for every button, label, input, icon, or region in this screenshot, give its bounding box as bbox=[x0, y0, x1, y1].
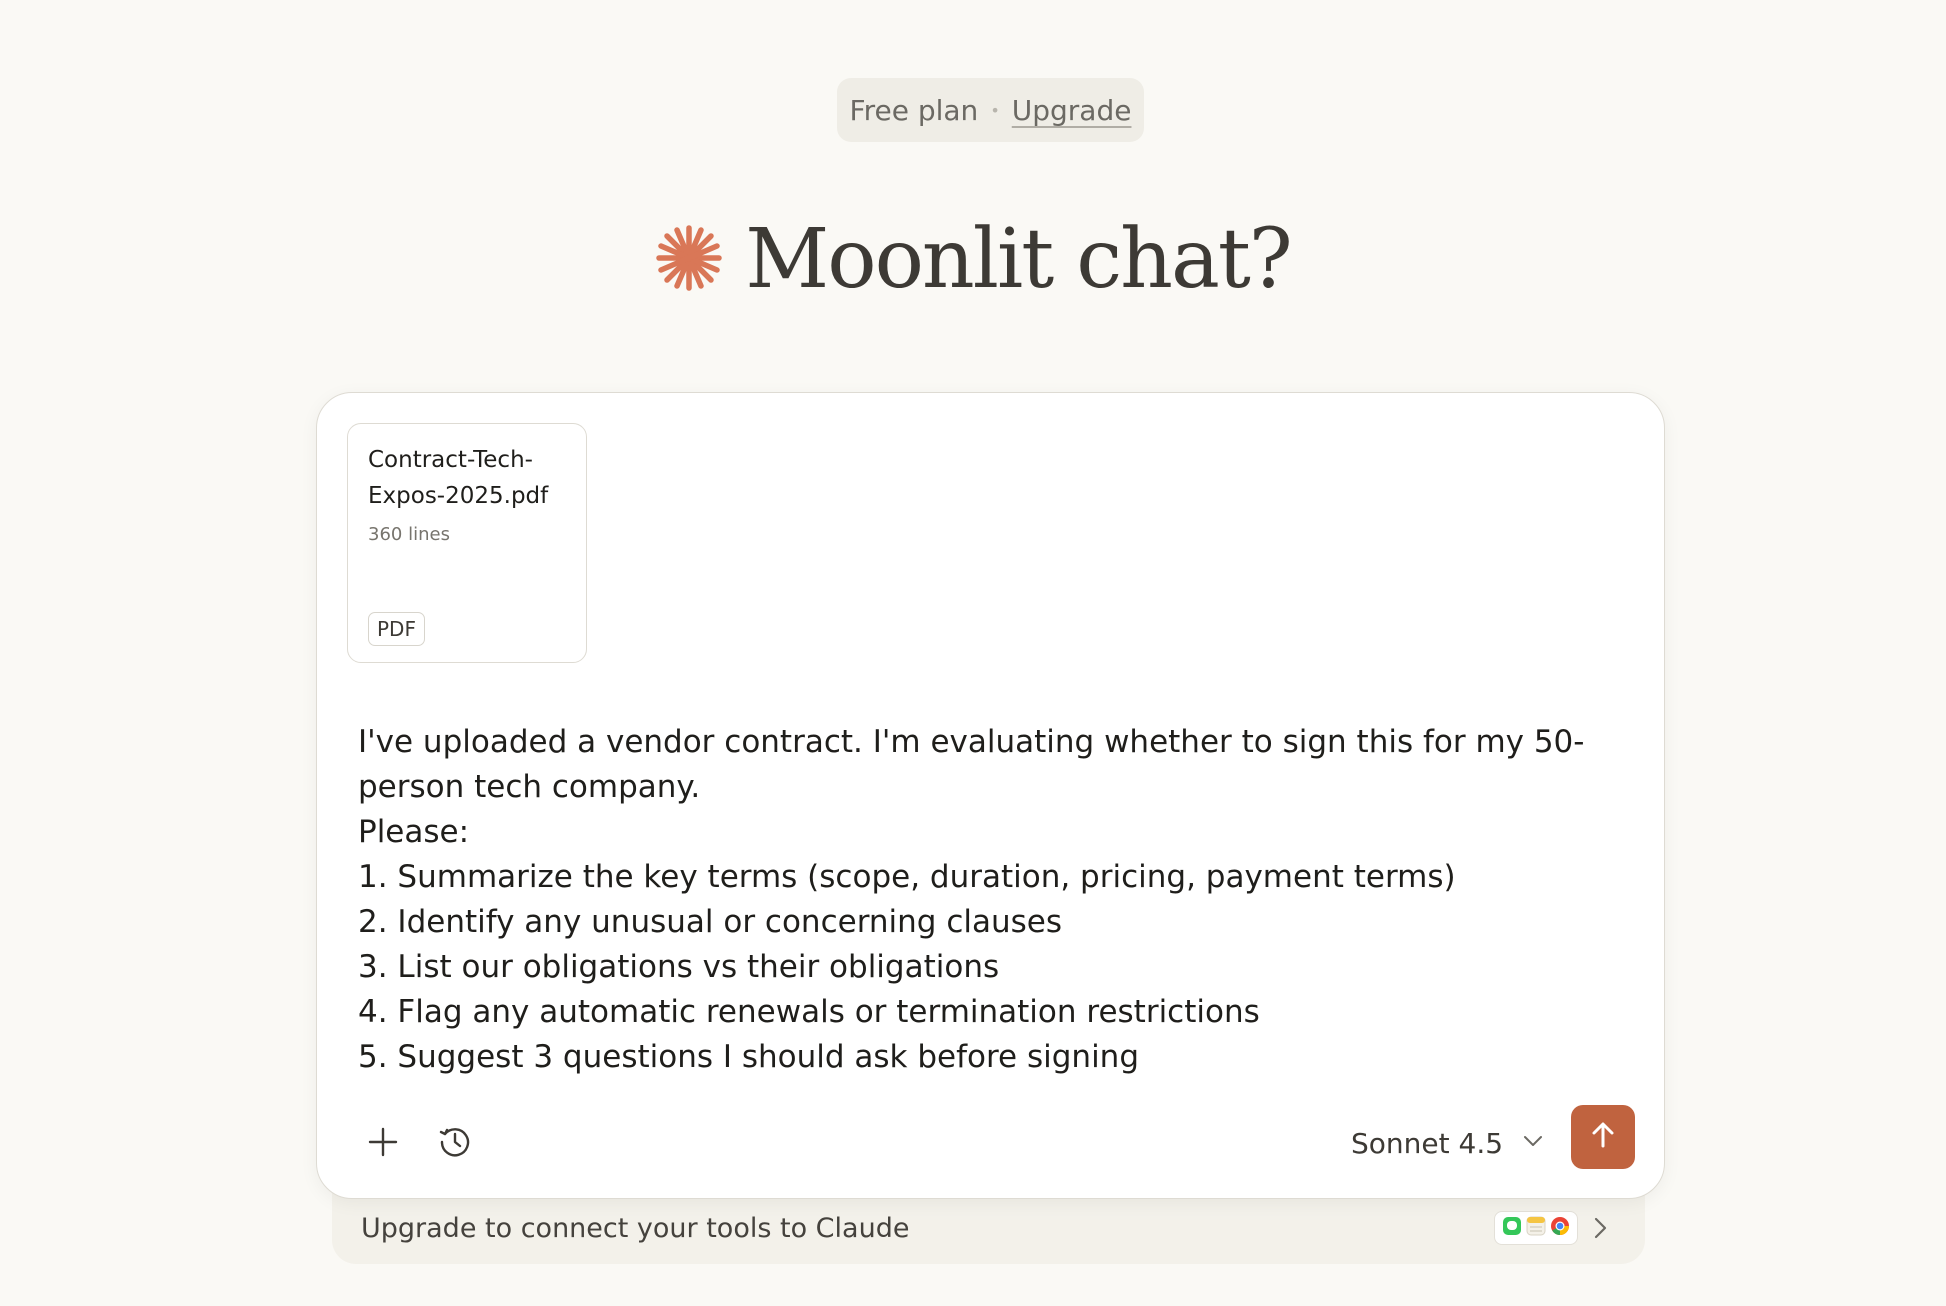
send-button[interactable] bbox=[1571, 1105, 1635, 1169]
attachment-filename: Contract-Tech-Expos-2025.pdf bbox=[368, 447, 549, 509]
plan-pill bbox=[837, 78, 1144, 142]
chrome-icon bbox=[1549, 1215, 1571, 1241]
file-attachment-card[interactable] bbox=[347, 423, 587, 663]
history-button[interactable] bbox=[430, 1119, 480, 1169]
greeting bbox=[0, 212, 1946, 307]
connect-tools-label: Upgrade to connect your tools to Claude bbox=[361, 1213, 910, 1244]
arrow-up-icon bbox=[1588, 1120, 1618, 1154]
attachment-line-count: 360 lines bbox=[368, 524, 450, 545]
plus-icon bbox=[365, 1124, 401, 1164]
messages-icon bbox=[1501, 1215, 1523, 1241]
attachment-type-badge: PDF bbox=[368, 612, 425, 646]
model-selector[interactable] bbox=[1351, 1115, 1545, 1171]
upgrade-link[interactable]: Upgrade bbox=[1011, 93, 1132, 127]
clock-history-icon bbox=[437, 1124, 473, 1164]
model-label: Sonnet 4.5 bbox=[1351, 1126, 1504, 1160]
plan-separator: • bbox=[990, 100, 1000, 120]
greeting-title: Moonlit chat? bbox=[745, 212, 1291, 307]
prompt-input[interactable]: I've uploaded a vendor contract. I'm evaluating whether to sign this for my 50-person tech company. Please: 1. Summarize the key terms (scope, duration, pricing, payment terms) 2. Identify any unusual or concerning clauses 3. List our obligations vs their obligations 4. Flag any automatic renewals or termination restrictions 5. Suggest 3 questions I should ask before signing bbox=[358, 724, 1585, 1075]
chevron-right-icon[interactable] bbox=[1587, 1215, 1613, 1241]
plan-label: Free plan bbox=[849, 93, 979, 127]
claude-starburst-icon bbox=[655, 224, 723, 296]
tool-icons-group bbox=[1494, 1211, 1578, 1245]
chat-composer bbox=[316, 392, 1665, 1199]
chevron-down-icon bbox=[1521, 1127, 1545, 1160]
add-attachment-button[interactable] bbox=[358, 1119, 408, 1169]
notes-icon bbox=[1525, 1215, 1547, 1241]
